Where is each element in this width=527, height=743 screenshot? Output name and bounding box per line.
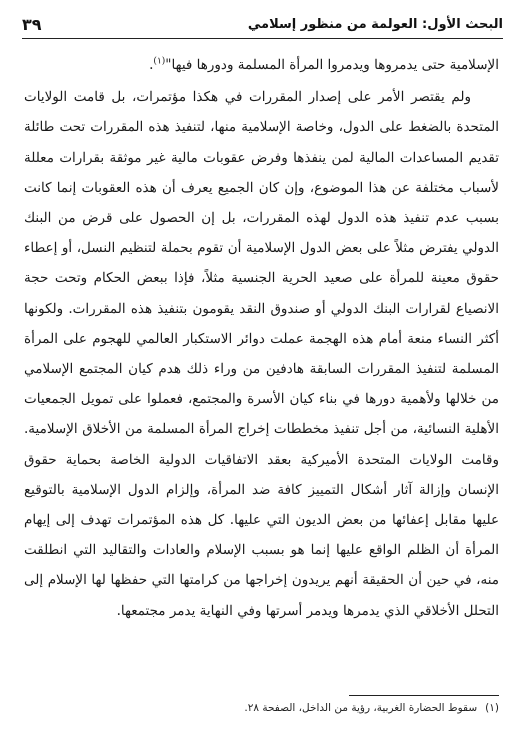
main-paragraph: ولم يقتصر الأمر على إصدار المقررات في هكذا مؤتمرات، بل قامت الولايات المتحدة بالضغط على الدول، وخاصة الإسلامية منها، لتنفيذ هذه المقررات تحت طائلة تقديم المساعدات المالية لمن ينفذها وفرض عقوبات مالية غير موثقة بقرارات معللة لأسباب مختلفة عن هذا الموضوع، وإن كان الجميع يعرف أن هذه العقوبات إنما كانت بسبب عدم تنفيذ هذه الدول لهذه المقررات، بل إن الحصول على قرض من البنك الدولي يفترض مثلاً على بعض الدول الإسلامية أن تقوم بحملة لتنظيم النسل، أو إعطاء حقوق معينة للمرأة على صعيد الحرية الجنسية مثلاً، فإذا ببعض الحكام وتحت حجة الانصياع لقرارات البنك الدولي أو صندوق النقد يقومون بتنفيذ هذه المقررات. ولكونها أكثر النساء منعة أمام هذه الهجمة عملت دوائر الاستكبار العالمي للهجوم على المرأة المسلمة لتنفيذ المقررات السابقة هادفين من وراء ذلك هدم كيان المجتمع الإسلامي من خلالها ولأهمية دورها في بناء كيان الأسرة والمجتمع، فعملوا على تمويل الجمعيات الأهلية النسائية، من أجل تنفيذ مخططات إخراج المرأة المسلمة من الأخلاق الإسلامية. وقامت الولايات المتحدة الأميركية بعقد الاتفاقيات الدولية الخاصة بحماية حقوق الإنسان وإزالة آثار أشكال التمييز كافة ضد المرأة، وإلزام الدول الإسلامية بالتوقيع عليها مقابل إعفائها من بعض الديون التي عليها. كل هذه المؤتمرات تهدف إلى إيهام المرأة أن الظلم الواقع عليها إنما هو بسبب الإسلام والعادات والتقاليد التي انطلقت منه، في حين أن الحقيقة أنهم يريدون إخراجها من كرامتها التي حفظها لها الإسلام إلى التحلل الأخلاقي الذي يدمرها ويدمر أسرتها وفي النهاية يدمر مجتمعها.: [24, 89, 499, 619]
page-number: ٣٩: [22, 14, 42, 34]
footnote-text: سقوط الحضارة الغربية، رؤية من الداخل، الصفحة ٢٨.: [244, 702, 478, 714]
footnote: [24, 702, 499, 714]
footnote-reference[interactable]: (١): [153, 56, 166, 67]
chapter-title: البحث الأول: العولمة من منظور إسلامي: [247, 16, 503, 32]
continued-text: الإسلامية حتى يدمروها ويدمروا المرأة المسلمة ودورها فيها": [165, 57, 499, 73]
footnote-divider: [349, 695, 499, 696]
continued-text-end: .: [149, 57, 154, 73]
body-text: [24, 50, 499, 626]
running-header: [22, 10, 503, 38]
header-divider: [22, 38, 503, 39]
footnote-number: (١): [485, 702, 499, 714]
continued-paragraph: [24, 50, 499, 80]
